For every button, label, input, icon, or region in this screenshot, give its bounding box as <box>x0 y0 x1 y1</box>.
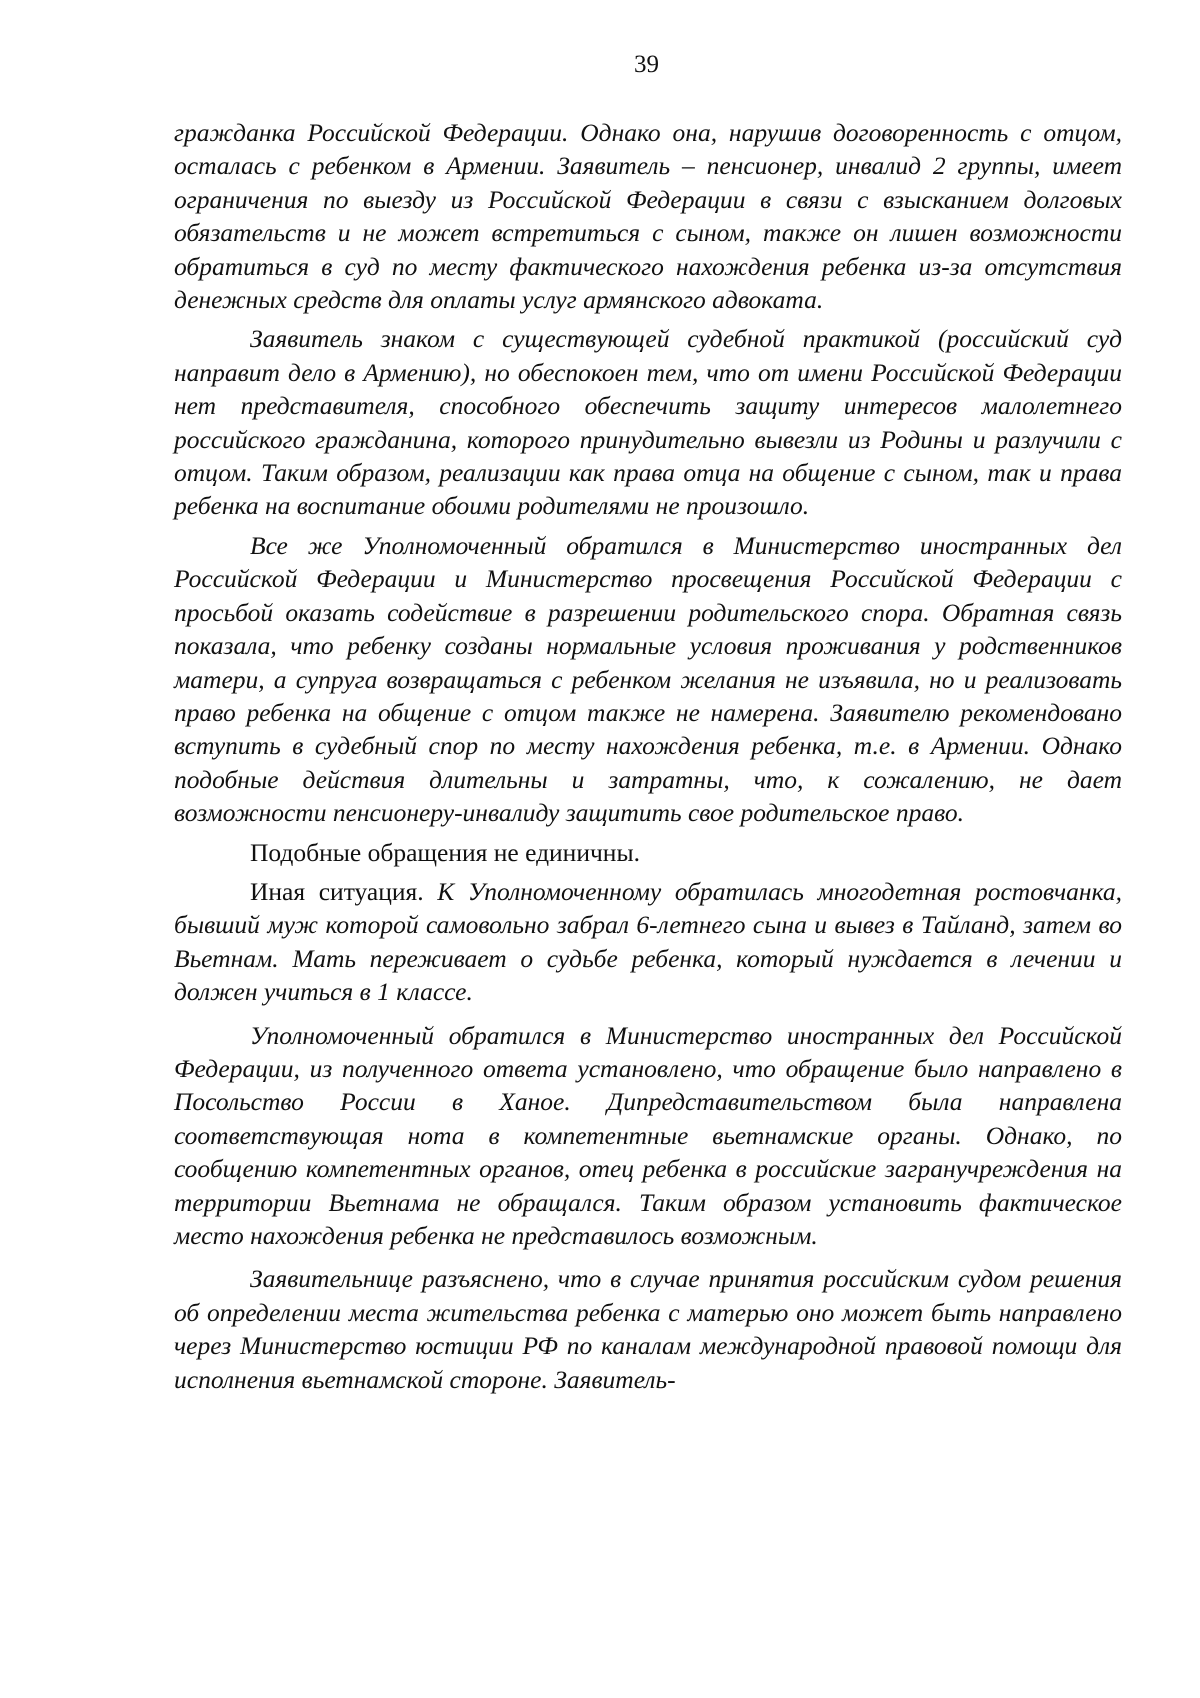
paragraph-4: Подобные обращения не единичны. <box>250 837 640 867</box>
page-number: 39 <box>634 51 659 78</box>
document-body <box>174 116 1122 1402</box>
paragraph-2: Заявитель знаком с существующей судебной практикой (российский суд направит дело в Армению), но обеспокоен тем, что от имени Российской Федерации нет представителя, способного обеспечить защиту интересов малолетнего российского гражданина, которого принудительно вывезли из Родины и разлучили с отцом. Таким образом, реализации как права отца на общение с сыном, так и права ребенка на воспитание обоими родителями не произошло. <box>174 324 1122 521</box>
paragraph-5-lead: Иная ситуация. <box>250 876 424 906</box>
paragraph-6: Уполномоченный обратился в Министерство иностранных дел Российской Федерации, из полученного ответа установлено, что обращение было направлено в Посольство России в Ханое. Дипредставительством была направлена соответствующая нота в компетентные вьетнамские органы. Однако, по сообщению компетентных органов, отец ребенка в российские загранучреждения на территории Вьетнама не обращался. Таким образом установить фактическое место нахождения ребенка не представилось возможным. <box>174 1020 1122 1250</box>
paragraph-7: Заявительнице разъяснено, что в случае принятия российским судом решения об определении места жительства ребенка с матерью оно может быть направлено через Министерство юстиции РФ по каналам международной правовой помощи для исполнения вьетнамской стороне. Заявитель- <box>174 1264 1122 1394</box>
paragraph-5-text: К Уполномоченному обратилась многодетная ростовчанка, бывший муж которой самовольно забрал 6-летнего сына и вывез в Тайланд, затем во Вьетнам. Мать переживает о судьбе ребенка, который нуждается в лечении и должен учиться в 1 классе. <box>174 876 1122 1007</box>
paragraph-1: гражданка Российской Федерации. Однако она, нарушив договоренность с отцом, осталась с ребенком в Армении. Заявитель – пенсионер, инвалид 2 группы, имеет ограничения по выезду из Российской Федерации в связи с взысканием долговых обязательств и не может встретиться с сыном, также он лишен возможности обратиться в суд по месту фактического нахождения ребенка из-за отсутствия денежных средств для оплаты услуг армянского адвоката. <box>174 118 1122 315</box>
paragraph-5 <box>174 875 1122 1009</box>
paragraph-3: Все же Уполномоченный обратился в Министерство иностранных дел Российской Федерации и Министерство просвещения Российской Федерации с просьбой оказать содействие в разрешении родительского спора. Обратная связь показала, что ребенку созданы нормальные условия проживания у родственников матери, а супруга возвращаться с ребенком желания не изъявила, но и реализовать право ребенка на общение с отцом также не намерена. Заявителю рекомендовано вступить в судебный спор по месту нахождения ребенка, т.е. в Армении. Однако подобные действия длительны и затратны, что, к сожалению, не дает возможности пенсионеру-инвалиду защитить свое родительское право. <box>174 530 1122 828</box>
